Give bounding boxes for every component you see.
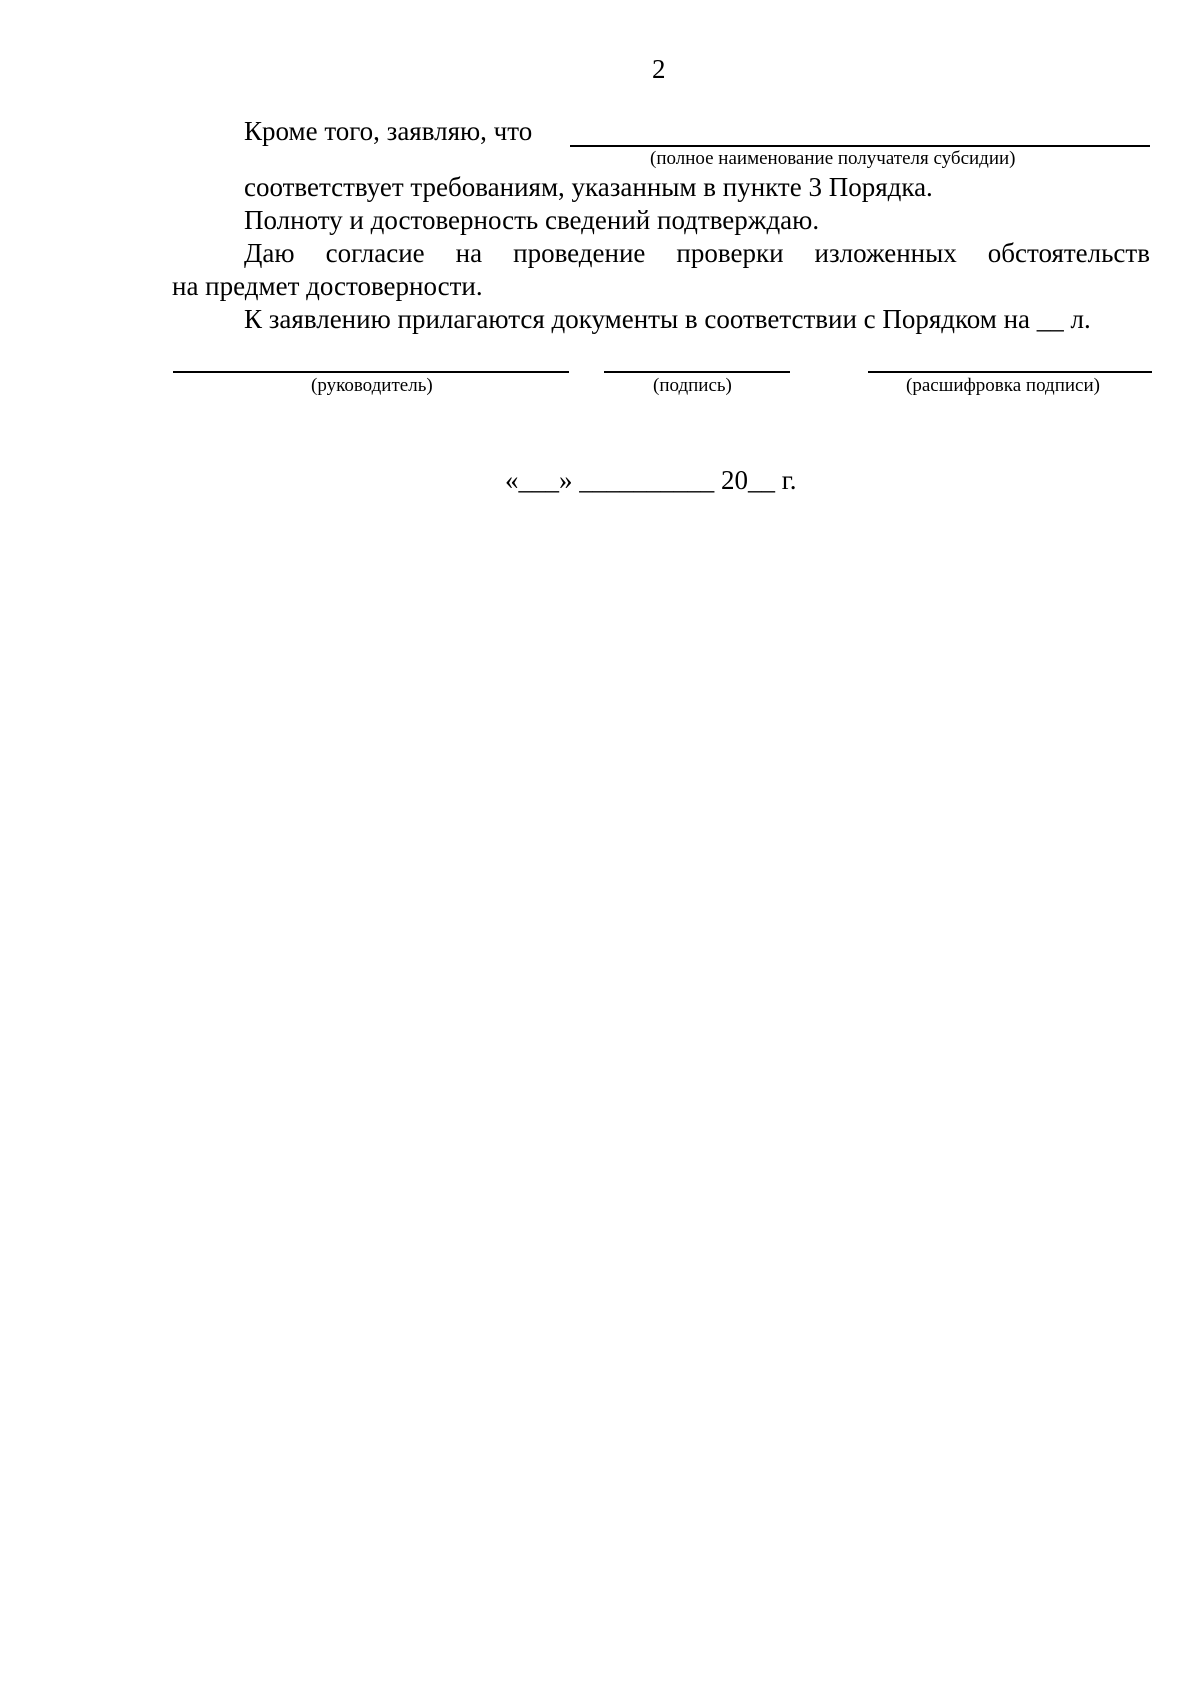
page-number: 2 [652, 54, 666, 84]
recipient-caption: (полное наименование получателя субсидии) [650, 148, 1016, 169]
consent-word: проведение [513, 238, 646, 268]
confirm-text: Полноту и достоверность сведений подтверждаю. [244, 205, 820, 235]
statement-intro: Кроме того, заявляю, что [244, 116, 533, 146]
consent-line [244, 238, 1150, 269]
consent-word: проверки [676, 238, 784, 268]
consent-word: согласие [325, 238, 425, 268]
consent-word: Даю [244, 238, 295, 268]
consent-word: изложенных [814, 238, 957, 268]
consent-word: на [455, 238, 483, 268]
consent-line-2: на предмет достоверности. [172, 271, 483, 301]
sign-caption: (подпись) [653, 375, 732, 396]
recipient-name-blank [570, 145, 1150, 147]
sign-blank [604, 371, 790, 373]
head-signature-blank [173, 371, 569, 373]
decode-caption: (расшифровка подписи) [906, 375, 1100, 396]
consent-word: обстоятельств [987, 238, 1150, 268]
decode-blank [868, 371, 1152, 373]
complies-text: соответствует требованиям, указанным в пункте 3 Порядка. [244, 172, 933, 202]
date-line: «___» __________ 20__ г. [505, 465, 797, 495]
attachments-text: К заявлению прилагаются документы в соответствии с Порядком на __ л. [244, 304, 1091, 334]
head-caption: (руководитель) [311, 375, 433, 396]
